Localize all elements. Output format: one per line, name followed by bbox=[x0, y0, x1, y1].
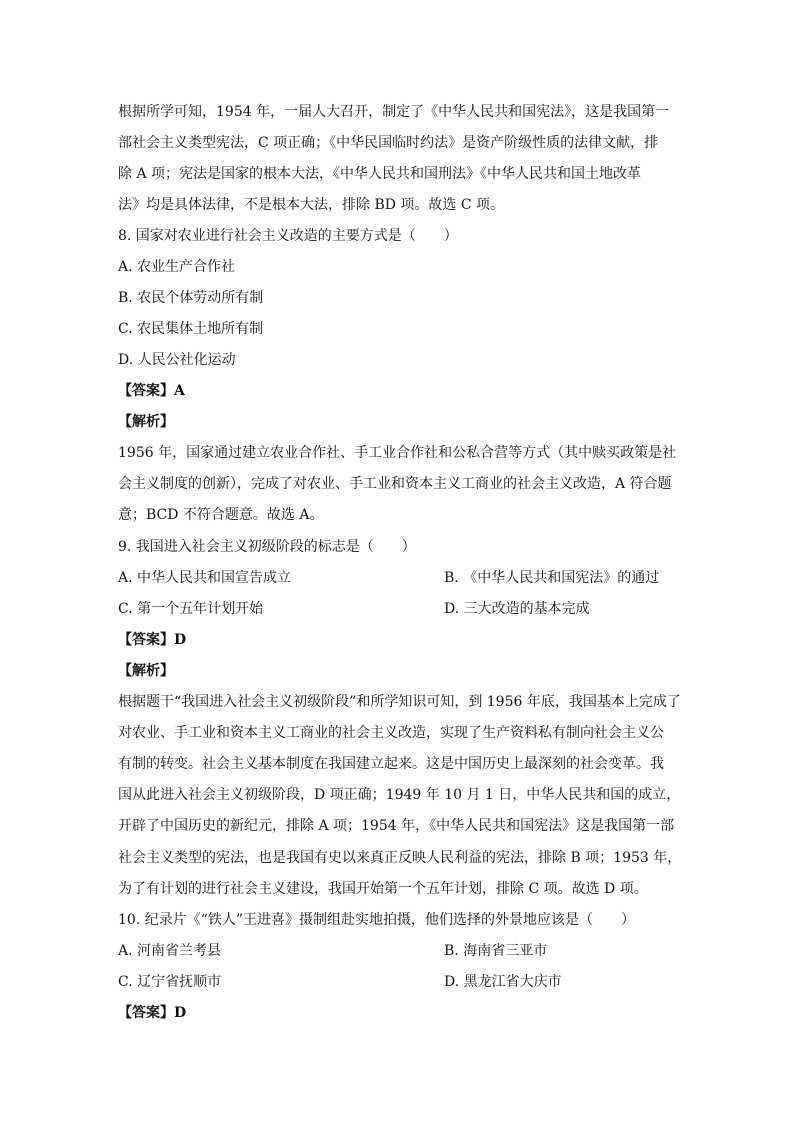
question-10-answer: 【答案】D bbox=[118, 1005, 187, 1021]
question-10-option-b: B. 海南省三亚市 bbox=[444, 943, 548, 959]
question-9-analysis-line: 根据题干“我国进入社会主义初级阶段”和所学知识可知，到 1956 年底，我国基本上完成了 bbox=[118, 694, 681, 710]
question-9-analysis-label: 【解析】 bbox=[118, 663, 174, 679]
question-9-stem: 9. 我国进入社会主义初级阶段的标志是（ ） bbox=[118, 539, 416, 555]
question-8-analysis-label: 【解析】 bbox=[118, 414, 174, 430]
question-10-option-d: D. 黑龙江省大庆市 bbox=[444, 974, 562, 990]
question-8-analysis-line: 会主义制度的创新），完成了对农业、手工业和资本主义工商业的社会主义改造，A 符合题 bbox=[118, 476, 672, 492]
question-9-analysis-line: 开辟了中国历史的新纪元，排除 A 项；1954 年，《中华人民共和国宪法》这是我国第一部 bbox=[118, 818, 675, 834]
question-9-option-c: C. 第一个五年计划开始 bbox=[118, 601, 264, 617]
question-8-analysis-line: 1956 年，国家通过建立农业合作社、手工业合作社和公私合营等方式（其中赎买政策是社 bbox=[118, 445, 677, 461]
question-9-analysis-line: 国从此进入社会主义初级阶段，D 项正确；1949 年 10 月 1 日，中华人民共和国的成立， bbox=[118, 787, 681, 803]
question-10-option-a: A. 河南省兰考县 bbox=[118, 943, 222, 959]
question-9-answer: 【答案】D bbox=[118, 632, 187, 648]
question-8-answer: 【答案】A bbox=[118, 383, 185, 399]
explanation-line: 根据所学可知，1954 年，一届人大召开，制定了《中华人民共和国宪法》，这是我国第一 bbox=[118, 104, 670, 120]
question-9-option-d: D. 三大改造的基本完成 bbox=[444, 601, 590, 617]
question-9-option-b: B. 《中华人民共和国宪法》的通过 bbox=[444, 570, 660, 586]
question-8-option-b: B. 农民个体劳动所有制 bbox=[118, 290, 264, 306]
question-9-analysis-line: 对农业、手工业和资本主义工商业的社会主义改造，实现了生产资料私有制向社会主义公 bbox=[118, 725, 664, 741]
question-9-analysis-line: 为了有计划的进行社会主义建设，我国开始第一个五年计划，排除 C 项。故选 D 项。 bbox=[118, 881, 648, 897]
question-9-analysis-line: 社会主义类型的宪法，也是我国有史以来真正反映人民利益的宪法，排除 B 项；1953 年， bbox=[118, 850, 682, 866]
question-8-stem: 8. 国家对农业进行社会主义改造的主要方式是（ ） bbox=[118, 228, 458, 244]
question-9-option-a: A. 中华人民共和国宣告成立 bbox=[118, 570, 292, 586]
explanation-line: 除 A 项；宪法是国家的根本大法，《中华人民共和国刑法》《中华人民共和国土地改革 bbox=[118, 166, 642, 182]
explanation-line: 部社会主义类型宪法，C 项正确；《中华民国临时约法》是资产阶级性质的法律文献，排 bbox=[118, 135, 659, 151]
explanation-line: 法》均是具体法律，不是根本大法，排除 BD 项。故选 C 项。 bbox=[118, 197, 505, 213]
question-9-analysis-line: 有制的转变。社会主义基本制度在我国建立起来。这是中国历史上最深刻的社会变革。我 bbox=[118, 756, 664, 772]
question-8-option-d: D. 人民公社化运动 bbox=[118, 352, 236, 368]
question-8-option-a: A. 农业生产合作社 bbox=[118, 259, 236, 275]
question-8-analysis-line: 意；BCD 不符合题意。故选 A。 bbox=[118, 507, 324, 523]
question-8-option-c: C. 农民集体土地所有制 bbox=[118, 321, 264, 337]
question-10-option-c: C. 辽宁省抚顺市 bbox=[118, 974, 222, 990]
question-10-stem: 10. 纪录片《“铁人”王进喜》摄制组赴实地拍摄，他们选择的外景地应该是（ ） bbox=[118, 912, 636, 928]
